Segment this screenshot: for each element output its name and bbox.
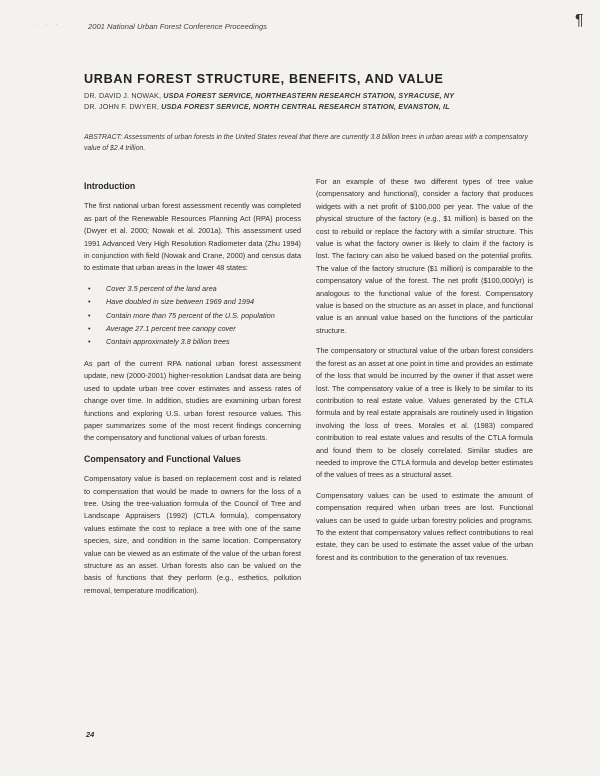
section-heading-compensatory-values: Compensatory and Functional Values <box>84 453 241 464</box>
paragraph: The first national urban forest assessment recently was completed as part of the Renewable Resources Planning Act (RPA) process (Dwyer et al. 2000; Nowak et al. 2001a). This assessment used 1991 Advanced Very High Resolution Radiometer data (Zhu 1994) in conjunction with field (Nowak and Crane, 2000) and census data to estimate that urban areas in the lower 48 states: <box>84 201 301 273</box>
corner-mark: ¶ <box>575 12 584 29</box>
author-affiliation: USDA FOREST SERVICE, NORTH CENTRAL RESEARCH STATION, EVANSTON, IL <box>161 102 450 111</box>
author-affiliation: USDA FOREST SERVICE, NORTHEASTERN RESEARCH STATION, SYRACUSE, NY <box>163 91 455 100</box>
list-item: • Contain more than 75 percent of the U.S. population <box>88 310 275 320</box>
page-number: 24 <box>86 730 95 739</box>
paragraph: Compensatory values can be used to estimate the amount of compensation required when urban trees are lost. Functional values can be used to guide urban forestry policies and programs. To the extent that compensatory values reflect contributions to real estate, they can be used to estimate the asset value of the urban forest and its contribution to the generation of tax revenues. <box>316 490 533 562</box>
abstract: ABSTRACT: Assessments of urban forests in the United States reveal that there are currently 3.8 billion trees in urban areas with a compensatory value of $2.4 trillion. <box>84 134 528 153</box>
paragraph: For an example of these two different types of tree value (compensatory and functional), consider a factory that produces widgets with a net profit of $100,000 per year. The value of the physical structure of the factory (e.g., $1 million) is based on the cost to rebuild or replace the factory with a similar structure. This value is what the factory owner is likely to claim if the factory is lost. The factory can also be valued based on the potential profits. The value of the factory structure ($1 million) is comparable to the compensatory value of the forest. The net profit ($100,000/yr) is analogous to the functional value of the forest. Compensatory value is based on the structure as an asset in place, and functional value is an annual value based on the functions of the particular structure. <box>316 177 533 335</box>
author-name: DR. JOHN F. DWYER, <box>84 102 162 111</box>
paragraph: As part of the current RPA national urban forest assessment update, new (2000-2001) higher-resolution Landsat data are being used to update urban tree cover estimates and assess rates of change over time. In addition, studies are examining urban forest functions and exploring U.S. urban forest resource values. This paper summarizes some of the most recent findings concerning the compensatory and functional values of urban forests. <box>84 358 301 443</box>
author-name: DR. DAVID J. NOWAK, <box>84 91 164 100</box>
findings-list <box>84 283 301 349</box>
list-item: • Have doubled in size between 1969 and 1994 <box>88 297 255 307</box>
section-heading-introduction: Introduction <box>84 181 136 191</box>
running-header: 2001 National Urban Forest Conference Proceedings <box>88 22 267 31</box>
list-item: • Contain approximately 3.8 billion trees <box>88 337 230 347</box>
scan-specks: · · · <box>36 22 61 28</box>
list-item: • Average 27.1 percent tree canopy cover <box>88 324 236 334</box>
paper-title: URBAN FOREST STRUCTURE, BENEFITS, AND VALUE <box>84 72 444 86</box>
paragraph: Compensatory value is based on replacement cost and is related to compensation that would be made to owners for the loss of a tree. Using the tree-valuation formula of the Council of Tree and Landscape Appraisers (1992) (CTLA formula), compensatory values estimate the cost to replace a tree with one of the same species, size, and condition in the same location. Compensatory value can be viewed as an estimate of the value of the urban forest structure as an asset. Urban forests also can be valued on the basis of functions that they perform (e.g., esthetics, pollution removal, temperature modification). <box>84 474 301 595</box>
paragraph: The compensatory or structural value of the urban forest considers the forest as an asset at one point in time and provides an estimate of the loss that would be incurred by the owner if that asset were lost. The compensatory value of a tree is likely to be similar to its contribution to real estate value. Values generated by the CTLA formula and by real estate appraisals are routinely used in litigation involving the loss of trees. Morales et al. (1983) compared contribution to real estate values and results of the CTLA formula and found them to be closely correlated. Similar studies are needed to improve the CTLA formula and develop better estimates of the values of trees as a structural asset. <box>316 346 534 480</box>
right-column <box>316 176 533 572</box>
left-column <box>84 176 301 605</box>
list-item: • Cover 3.5 percent of the land area <box>88 283 217 293</box>
author-line <box>84 102 450 111</box>
author-line <box>84 91 454 100</box>
